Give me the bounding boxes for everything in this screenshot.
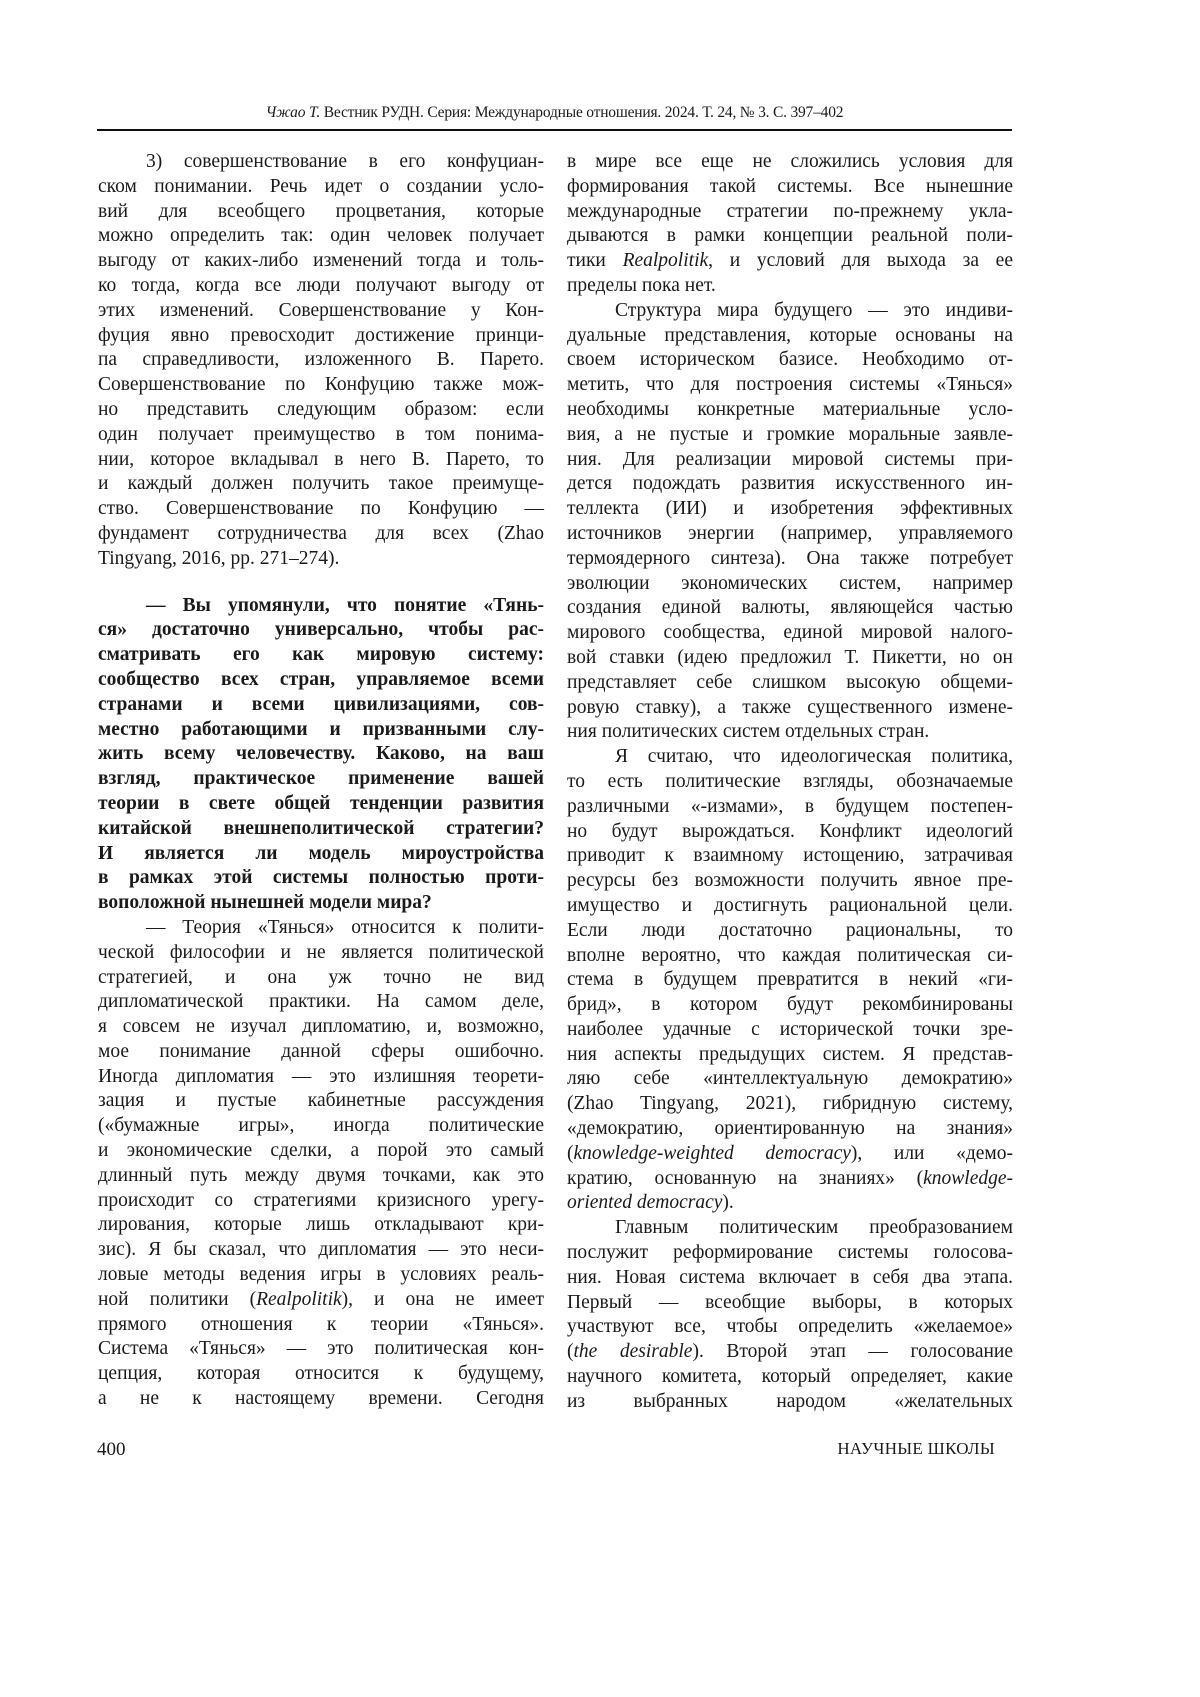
text-run: нии, которое вкладывал в него В. Парето, то: [98, 449, 544, 470]
text-run: сматривать его как мировую систему:: [98, 644, 544, 665]
text-line: [98, 1164, 544, 1189]
text-line: [567, 398, 1013, 423]
text-run: участвуют все, чтобы определить «желаемое»: [567, 1316, 1013, 1337]
text-line: [567, 175, 1013, 200]
text-run: стратегией, и она уж точно не вид: [98, 967, 544, 988]
text-run: метить, что для построения системы «Тянься»: [567, 374, 1013, 395]
paragraph: [98, 916, 544, 1412]
text-line: [98, 842, 544, 867]
text-run: китайской внешнеполитической стратегии?: [98, 818, 544, 839]
text-run: различными «-измами», в будущем постепен-: [567, 796, 1013, 817]
text-run: дываются в рамки концепции реальной поли-: [567, 225, 1013, 246]
text-run: то есть политические взгляды, обозначаемые: [567, 771, 1013, 792]
text-run: стема в будущем превратится в некий «ги-: [567, 969, 1013, 990]
text-run: термоядерного синтеза). Она также потребует: [567, 548, 1013, 569]
text-line: [567, 993, 1013, 1018]
text-run: вия, а не пустые и громкие моральные заявле-: [567, 424, 1013, 445]
text-run: брид», в котором будут рекомбинированы: [567, 994, 1013, 1015]
text-run: эволюции экономических систем, например: [567, 573, 1013, 594]
paragraph: [567, 150, 1013, 299]
text-run: ровую ставку), а также существенного измене-: [567, 697, 1013, 718]
text-line: [567, 795, 1013, 820]
text-run: ловые методы ведения игры в условиях реаль-: [98, 1264, 544, 1285]
text-run: ). Второй этап — голосование: [692, 1341, 1013, 1362]
text-line: [567, 1092, 1013, 1117]
text-line: [567, 919, 1013, 944]
text-run: наиболее удачные с исторической точки зре-: [567, 1019, 1013, 1040]
italic-term: knowledge-: [923, 1168, 1013, 1189]
text-line: [567, 373, 1013, 398]
text-line: [98, 1065, 544, 1090]
text-line: [98, 348, 544, 373]
text-run: в мире все еще не сложились условия для: [567, 151, 1013, 172]
text-line: [98, 990, 544, 1015]
text-line: [567, 324, 1013, 349]
text-run: дется подождать развития искусственного ин-: [567, 473, 1013, 494]
text-line: [567, 200, 1013, 225]
text-line: [567, 1291, 1013, 1316]
text-run: необходимы конкретные материальные усло-: [567, 399, 1013, 420]
text-run: Совершенствование по Конфуцию также мож-: [98, 374, 544, 395]
running-head: [97, 104, 1012, 122]
paragraph: [567, 745, 1013, 1216]
text-run: вполне вероятно, что каждая политическая си-: [567, 945, 1013, 966]
text-run: зация и пустые кабинетные рассуждения: [98, 1090, 544, 1111]
text-run: происходит со стратегиями кризисного урегу-: [98, 1190, 544, 1211]
italic-term: the desirable: [574, 1341, 693, 1362]
text-line: [98, 448, 544, 473]
text-run: но будут вырождаться. Конфликт идеологий: [567, 821, 1013, 842]
text-line: [567, 448, 1013, 473]
italic-term: knowledge-weighted democracy: [574, 1143, 851, 1164]
running-head-citation: Вестник РУДН. Серия: Международные отношения. 2024. Т. 24, № 3. С. 397–402: [320, 104, 843, 121]
text-run: имущество и достигнуть рациональной цели.: [567, 895, 1013, 916]
text-line: [567, 820, 1013, 845]
right-column: [567, 150, 1013, 1415]
text-run: ния. Новая система включает в себя два этапа.: [567, 1267, 1013, 1288]
page-number: 400: [97, 1439, 126, 1461]
text-line: [98, 1362, 544, 1387]
paragraph: [98, 150, 544, 572]
text-line: [567, 745, 1013, 770]
text-run: взгляд, практическое применение вашей: [98, 768, 544, 789]
text-run: я совсем не изучал дипломатию, и, возможно,: [98, 1016, 544, 1037]
text-run: Главным политическим преобразованием: [615, 1217, 1013, 1238]
text-run: источников энергии (например, управляемого: [567, 523, 1013, 544]
text-line: [98, 522, 544, 547]
text-line: [567, 844, 1013, 869]
text-run: приводит к взаимному истощению, затрачивая: [567, 845, 1013, 866]
text-run: создания единой валюты, являющейся частью: [567, 597, 1013, 618]
paragraph: [567, 299, 1013, 745]
text-run: можно определить так: один человек получает: [98, 225, 544, 246]
text-run: — Вы упомянули, что понятие «Тянь-: [146, 595, 544, 616]
text-line: [567, 472, 1013, 497]
text-run: теории в свете общей тенденции развития: [98, 793, 544, 814]
text-run: ния политических систем отдельных стран.: [567, 721, 929, 742]
text-line: [98, 324, 544, 349]
text-run: , и условий для выхода за ее: [708, 250, 1013, 271]
text-run: пределы пока нет.: [567, 275, 716, 296]
text-line: [98, 1313, 544, 1338]
text-run: цепция, которая относится к будущему,: [98, 1363, 544, 1384]
text-line: [567, 1216, 1013, 1241]
text-line: [98, 1114, 544, 1139]
text-run: па справедливости, изложенного В. Парето.: [98, 349, 544, 370]
text-line: [567, 1142, 1013, 1167]
text-line: [98, 1337, 544, 1362]
text-run: ство. Совершенствование по Конфуцию —: [98, 498, 544, 519]
text-run: Структура мира будущего — это индиви-: [615, 300, 1013, 321]
text-run: Я считаю, что идеологическая политика,: [615, 746, 1013, 767]
text-run: ческой философии и не является политической: [98, 942, 544, 963]
text-line: [567, 249, 1013, 274]
text-run: — Теория «Тянься» относится к полити-: [146, 917, 544, 938]
text-line: [98, 668, 544, 693]
text-run: и каждый должен получить такое преимуще-: [98, 473, 544, 494]
text-line: [98, 767, 544, 792]
text-run: прямого отношения к теории «Тянься».: [98, 1314, 544, 1335]
text-line: [98, 891, 544, 916]
text-line: [567, 274, 1013, 299]
text-line: [98, 1263, 544, 1288]
text-run: этих изменений. Совершенствование у Кон-: [98, 300, 544, 321]
text-run: воположной нынешней модели мира?: [98, 892, 432, 913]
text-line: [567, 1191, 1013, 1216]
text-run: местно работающими и призванными слу-: [98, 719, 544, 740]
text-line: [98, 1288, 544, 1313]
text-line: [98, 274, 544, 299]
text-line: [567, 596, 1013, 621]
text-run: 3) совершенствование в его конфуциан-: [146, 151, 544, 172]
text-line: [567, 646, 1013, 671]
text-line: [98, 175, 544, 200]
text-line: [98, 1015, 544, 1040]
text-line: [567, 522, 1013, 547]
text-line: [567, 299, 1013, 324]
text-line: [567, 671, 1013, 696]
text-line: [98, 472, 544, 497]
text-line: [567, 1315, 1013, 1340]
text-line: [567, 770, 1013, 795]
text-line: [98, 966, 544, 991]
text-run: фуция явно превосходит достижение принци-: [98, 325, 544, 346]
text-line: [98, 1040, 544, 1065]
text-line: [98, 1089, 544, 1114]
text-line: [567, 150, 1013, 175]
text-line: [98, 150, 544, 175]
text-run: выгоду от каких-либо изменений тогда и толь-: [98, 250, 544, 271]
text-run: («бумажные игры», иногда политические: [98, 1115, 544, 1136]
text-line: [98, 916, 544, 941]
text-run: ресурсы без возможности получить явное пре-: [567, 870, 1013, 891]
text-line: [567, 1241, 1013, 1266]
text-line: [567, 968, 1013, 993]
text-run: ся» достаточно универсально, чтобы рас-: [98, 619, 544, 640]
text-run: ляю себе «интеллектуальную демократию»: [567, 1068, 1013, 1089]
text-line: [98, 718, 544, 743]
text-run: мое понимание данной сферы ошибочно.: [98, 1041, 544, 1062]
running-head-author: Чжао Т.: [266, 104, 320, 121]
text-run: И является ли модель мироустройства: [98, 843, 544, 864]
text-run: длинный путь между двумя точками, как это: [98, 1165, 544, 1186]
text-line: [98, 249, 544, 274]
text-run: ).: [722, 1192, 733, 1213]
interview-question: [98, 594, 544, 916]
text-run: тики: [567, 250, 623, 271]
text-line: [98, 866, 544, 891]
text-run: но представить следующим образом: если: [98, 399, 544, 420]
italic-term: Realpolitik: [623, 250, 709, 271]
text-run: жить всему человечеству. Каково, на ваш: [98, 743, 544, 764]
text-line: [567, 894, 1013, 919]
text-run: сообщество всех стран, управляемое всеми: [98, 669, 544, 690]
text-run: а не к настоящему времени. Сегодня: [98, 1388, 544, 1409]
text-line: [567, 423, 1013, 448]
text-line: [98, 1189, 544, 1214]
text-line: [98, 941, 544, 966]
text-line: [567, 547, 1013, 572]
text-run: Система «Тянься» — это политическая кон-: [98, 1338, 544, 1359]
text-line: [567, 621, 1013, 646]
text-run: ния аспекты предыдущих систем. Я представ-: [567, 1044, 1013, 1065]
text-line: [567, 1266, 1013, 1291]
text-line: [567, 944, 1013, 969]
italic-term: Realpolitik: [256, 1289, 342, 1310]
text-line: [567, 1167, 1013, 1192]
text-run: Первый — всеобщие выборы, в которых: [567, 1292, 1013, 1313]
text-line: [567, 720, 1013, 745]
paragraph: [567, 1216, 1013, 1414]
text-line: [567, 1365, 1013, 1390]
text-run: странами и всеми цивилизациями, сов-: [98, 694, 544, 715]
text-run: один получает преимущество в том понима-: [98, 424, 544, 445]
text-run: научного комитета, который определяет, какие: [567, 1366, 1013, 1387]
text-line: [98, 693, 544, 718]
text-line: [98, 618, 544, 643]
text-run: представляет себе слишком высокую общеми-: [567, 672, 1013, 693]
italic-term: oriented democracy: [567, 1192, 722, 1213]
text-run: из выбранных народом «желательных: [567, 1391, 1013, 1412]
text-line: [98, 1213, 544, 1238]
text-run: ния. Для реализации мировой системы при-: [567, 449, 1013, 470]
text-run: (: [567, 1341, 574, 1362]
text-line: [98, 1139, 544, 1164]
text-run: ко тогда, когда все люди получают выгоду от: [98, 275, 544, 296]
text-run: зис). Я бы сказал, что дипломатия — это неси-: [98, 1239, 544, 1260]
text-line: [98, 742, 544, 767]
text-run: фундамент сотрудничества для всех (Zhao: [98, 523, 544, 544]
text-line: [567, 869, 1013, 894]
text-line: [567, 1043, 1013, 1068]
text-line: [567, 1018, 1013, 1043]
text-run: вой ставки (идею предложил Т. Пикетти, но он: [567, 647, 1013, 668]
text-line: [567, 497, 1013, 522]
text-run: теллекта (ИИ) и изобретения эффективных: [567, 498, 1013, 519]
text-run: (: [567, 1143, 574, 1164]
text-run: кратию, основанную на знаниях» (: [567, 1168, 923, 1189]
text-run: Если люди достаточно рациональны, то: [567, 920, 1013, 941]
section-name: НАУЧНЫЕ ШКОЛЫ: [837, 1439, 995, 1459]
text-line: [98, 594, 544, 619]
text-run: (Zhao Tingyang, 2021), гибридную систему,: [567, 1093, 1013, 1114]
text-run: своем историческом базисе. Необходимо от-: [567, 349, 1013, 370]
text-run: Иногда дипломатия — это излишняя теорети-: [98, 1066, 544, 1087]
text-line: [98, 200, 544, 225]
left-column: [98, 150, 544, 1412]
text-line: [567, 1067, 1013, 1092]
text-line: [98, 398, 544, 423]
text-run: лирования, которые лишь откладывают кри-: [98, 1214, 544, 1235]
text-run: «демократию, ориентированную на знания»: [567, 1118, 1013, 1139]
text-run: дуальные представления, которые основаны на: [567, 325, 1013, 346]
text-line: [98, 373, 544, 398]
text-run: ), и она не имеет: [342, 1289, 544, 1310]
text-run: международные стратегии по-прежнему укла-: [567, 201, 1013, 222]
text-run: и экономические сделки, а порой это самый: [98, 1140, 544, 1161]
text-line: [567, 1340, 1013, 1365]
text-line: [567, 1117, 1013, 1142]
text-run: в рамках этой системы полностью проти-: [98, 867, 544, 888]
text-line: [98, 643, 544, 668]
text-line: [567, 572, 1013, 597]
text-line: [98, 1238, 544, 1263]
text-line: [98, 224, 544, 249]
text-line: [98, 792, 544, 817]
text-run: вий для всеобщего процветания, которые: [98, 201, 544, 222]
text-line: [98, 547, 544, 572]
header-rule: [97, 129, 1012, 131]
text-line: [98, 299, 544, 324]
text-run: послужит реформирование системы голосова-: [567, 1242, 1013, 1263]
text-line: [567, 696, 1013, 721]
text-line: [567, 224, 1013, 249]
text-line: [98, 423, 544, 448]
text-run: мирового сообщества, единой мировой налого-: [567, 622, 1013, 643]
text-line: [567, 348, 1013, 373]
text-line: [567, 1390, 1013, 1415]
text-run: дипломатической практики. На самом деле,: [98, 991, 544, 1012]
text-line: [98, 817, 544, 842]
text-run: ), или «демо-: [851, 1143, 1013, 1164]
text-run: ском понимании. Речь идет о создании усло-: [98, 176, 544, 197]
text-line: [98, 1387, 544, 1412]
text-line: [98, 497, 544, 522]
text-run: формирования такой системы. Все нынешние: [567, 176, 1013, 197]
text-run: Tingyang, 2016, pp. 271–274).: [98, 548, 339, 569]
text-run: ной политики (: [98, 1289, 256, 1310]
